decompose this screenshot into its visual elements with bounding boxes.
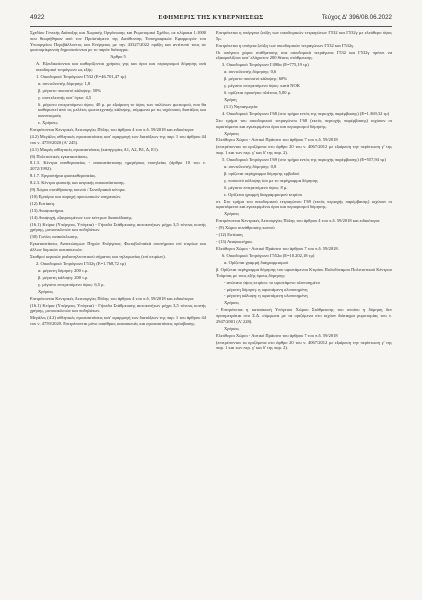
paragraph: γ. ποσοστό κάλυψης ίσο με το περίγραμμα δόμησης — [224, 177, 318, 183]
paragraph: (10) Εμπόριο και παροχή προσωπικών υπηρεσιών. — [30, 193, 122, 199]
paragraph: 3. Οικοδομικό Τετράγωνο Γ490α (Ε=775,19 τμ) — [222, 62, 309, 68]
paragraph: Επιτρέπεται η υπέργεια ζεύξη των οικοδομικών τετραγώνων Γ532 και Γ532γ με ελεύθερο ύψος 5μ. — [216, 30, 392, 41]
paragraph: - (9) Χώροι συνάθροισης κοινού — [216, 225, 275, 231]
paragraph: 8.1.3. Κέντρα αποθεραπείας - αποκατάστασης ημερήσιας νοσηλείας (άρθρο 10 του ν. 2072/1992). — [30, 160, 206, 172]
paragraph: β. Ορίζεται περίγραμμα δόμησης του υφιστάμενου Κτιρίου Πολυδύναμου Πολιτιστικού Κέντρου Τούμπας με τους εξής όρους δόμησης: — [216, 266, 392, 278]
paragraph: (4.1) Μικρές αθλητικές εγκαταστάσεις (κατηγορίες Α1, Α2, Β1, Δ, Ε1). — [30, 146, 159, 152]
header-rule — [30, 26, 392, 27]
paragraph: (13) Αναψυκτήρια. — [30, 207, 65, 213]
paragraph: Επιτρέπονται Κεντρικές Λειτουργίες Πόλης του άρθρου 4 του π.δ. 59/2018 και ειδικότερα: — [30, 126, 195, 132]
paragraph: Χρήσεις — [224, 325, 240, 331]
paragraph: Οι υπόγειοι χώροι στάθμευσης στα οικοδομικά τετράγωνα Γ532 και Γ532γ πρέπει να εξασφαλίζουν κατ' ελάχιστον 200 θέσεις στάθμευσης. — [216, 49, 392, 61]
paragraph: Α. Εξειδικεύονται και καθορίζονται χρήσεις γης και όροι και περιορισμοί δόμησης ανά οικοδομικό τετράγωνο ως εξής: — [36, 61, 206, 72]
paragraph: γ. μέγιστο επιτρεπόμενο ύψος: 6,5 μ. — [38, 281, 105, 287]
paragraph: - Επιτρέπεται η κατασκευή Υπόγειου Χώρου Στάθμευσης του οποίου η δόμηση δεν προσμετράται στο Σ.Δ. σύμφωνα με τα οριζόμενα στο ισχύον διάταγμα ρυμοτομίας του ν. 2947/2001 (Α' 228). — [216, 307, 392, 324]
paragraph: Στο τμήμα του οικοδομικού τετραγώνου Γ68 (εκτός περιοχής παρέμβασης) ισχύουν οι υφιστάμενοι και εγκεκριμένοι όροι και περιορισμοί δόμησης. — [216, 117, 392, 129]
paragraph: Άρθρο 5 — [110, 54, 126, 60]
paragraph: γ. συντελεστής κατ' όγκο: 4,5 — [38, 94, 92, 100]
paragraph: Ελεύθεροι Χώροι - Αστικό Πράσινο του άρθρου 7 του π.δ. 59/2018 — [216, 137, 338, 143]
paragraph: (9) Χώροι συνάθροισης κοινού / Συνεδριακά κέντρα. — [30, 187, 126, 192]
paragraph: δ. ορίζεται προκήπιο πλάτους 5,00 μ. — [224, 90, 292, 96]
paragraph: - (12) Εστίαση — [216, 232, 243, 238]
paragraph: Χρήσεις — [224, 130, 240, 136]
paragraph: - (13) Αναψυκτήρια. — [216, 239, 253, 245]
paragraph: 2. Οικοδομικό Τετράγωνο Γ532γ (Ε=1.768,72 τμ) — [36, 260, 126, 266]
paragraph: στ. Στο τμήμα του οικοδομικού τετραγώνου Γ69 (εκτός περιοχής παρέμβασης) ισχύουν οι υφιστάμενοι και εγκεκριμένοι όροι και περιορισμοί δόμησης. — [216, 198, 392, 210]
paragraph: Ελεύθεροι Χώροι - Αστικό Πράσινο του άρθρου 7 του π.δ. 59/2018 — [216, 332, 338, 338]
paragraph: Επιτρέπονται Κεντρικές Λειτουργίες Πόλης του άρθρου 4 του π.δ. 59/2018 και ειδικότερα: — [30, 295, 195, 301]
paragraph: - μέγιστη δόμηση: η υφιστάμενη υλοποιημένη — [224, 286, 308, 292]
paragraph: α. συντελεστής δόμησης: 0,8 — [224, 164, 277, 169]
paragraph: Χρήση — [224, 97, 237, 102]
paragraph: Επιτρέπεται η υπόγεια ζεύξη των οικοδομικών τετραγώνων Γ532 και Γ532γ. — [216, 42, 355, 48]
paragraph: α. μέγιστη δόμηση: 200 τ.μ. — [38, 267, 89, 273]
left-column — [30, 30, 206, 328]
paragraph: (4.2) Μεγάλες αθλητικές εγκαταστάσεις κατ' εφαρμογή των διατάξεων της παρ. 1 του άρθρου 44 του ν. 4759/2020 (Α' 245). — [30, 133, 206, 145]
paragraph: δ. μέγιστο επιτρεπόμενο ύψος: 8 μ. — [224, 184, 288, 190]
paragraph: α. συντελεστής δόμησης: 1,8 — [38, 80, 91, 86]
paragraph: Χρήσεις — [38, 288, 54, 294]
issue-reference: Τεύχος Δ' 396/08.06.2022 — [321, 14, 392, 21]
page-number: 4922 — [30, 14, 45, 21]
paragraph: δ. μέγιστο επιτρεπόμενο ύψος: 40 μ. με εξαίρεση το ύψος των πυλώνων φωτισμού, που θα καθοριστεί από τις μελέτες φωτοτεχνικής κάλυψης, σύμφωνα με τις ισχύουσες διατάξεις και κανονισμούς — [38, 101, 206, 119]
paragraph: 8.1.7. Εργαστήρια φυσικοθεραπείας. — [30, 173, 97, 179]
page-header — [30, 14, 392, 26]
paragraph: β. μέγιστη κάλυψη: 200 τ.μ. — [38, 274, 89, 280]
right-column — [216, 30, 392, 352]
paragraph: 6. Οικοδομικό Τετράγωνο Γ552α (Ε=10.202,18 τμ) — [222, 253, 315, 258]
paragraph: (επιτρέπονται τα οριζόμενα στο άρθρο 20 του ν. 4067/2012 με εξαίρεση την περίπτωση γ' της παρ. 1 και των περ. γ' και δ' της παρ. 2). — [216, 144, 392, 156]
paragraph: Χρήσεις — [224, 211, 240, 217]
paragraph: Μεγάλες (4.2) αθλητικές εγκαταστάσεις κατ' εφαρμογή των διατάξεων της παρ. 1 του άρθρου 44 του ν. 4759/2020. Επιτρέπονται μόνο υπαίθριες κατασκευές και εγκαταστάσεις πρόσβασης. — [30, 315, 206, 326]
paragraph: (12) Εστίαση. — [30, 200, 56, 206]
paragraph: Χρήσεις — [224, 300, 240, 306]
paragraph: γ. μέγιστο επιτρεπόμενο ύψος: κατά ΝΟΚ — [224, 83, 300, 89]
paragraph: Σταθμοί κεραιών ραδιοτηλεοπτικού σήματος και τηλεφωνίας (επί κτιρίων). — [30, 254, 166, 259]
paragraph: α. Ορίζεται γραμμή διαγραμμισμού — [224, 259, 289, 265]
paragraph: 1. Οικοδομικό Τετράγωνο Γ532 (Ε=46.701,47 τμ) — [36, 73, 127, 79]
journal-title: ΕΦΗΜΕΡΙΣ ΤΗΣ ΚΥΒΕΡΝΗΣΕΩΣ — [158, 14, 264, 21]
paragraph: Επιτρέπονται Κεντρικές Λειτουργίες Πόλης του άρθρου 4 του π.δ. 59/2018 και ειδικότερα: — [216, 218, 381, 224]
paragraph: (16.1) Κτίρια (Υπέργεια, Υπόγεια) - Γήπεδα Στάθμευσης αυτοκινήτων μέχρι 3,5 τόνους κοινής χρήσης, μοτοσικλετών και ποδηλάτων. — [30, 221, 206, 233]
paragraph: 5. Οικοδομικό Τετράγωνο Γ69 (στο τμήμα εντός της περιοχής παρέμβασης) (Ε=557,94 τμ) — [222, 157, 386, 163]
paragraph: Σχεδίου Γενικής Διάταξης και Χωρικής Οργάνωσης και Ρυμοτομικό Σχέδιο, σε κλίμακα 1:1000 που θεωρήθηκαν από τον Προϊστάμενο της Διεύθυνσης Τοπογραφικών Εφαρμογών του Υπουργείου Περιβάλλοντος και Ενέργειας με την 43327/2022 πράξη και αντίτυπό τους σε φωτοσμίκρυνση δημοσιεύονται με το παρόν διάταγμα. — [30, 30, 206, 53]
paragraph: 4. Οικοδομικό Τετράγωνο Γ68 (στο τμήμα εντός της περιοχής παρέμβασης) (Ε=1.369,32 τμ) — [222, 110, 390, 116]
paragraph: β. μέγιστο ποσοστό κάλυψης: 60% — [224, 76, 287, 82]
paragraph: (16.1) Κτίρια (Υπέργεια, Υπόγεια) - Γήπεδα Στάθμευσης αυτοκινήτων μέχρι 3,5 τόνους κοινής χρήσης, μοτοσικλετών και ποδηλάτων. — [30, 302, 206, 314]
paragraph: α. συντελεστής δόμησης: 0,6 — [224, 69, 277, 75]
paragraph: ε. Χρήσεις: — [38, 120, 59, 125]
paragraph: (επιτρέπονται τα οριζόμενα στο άρθρο 20 του ν. 4067/2012 με εξαίρεση την περίπτωση γ' της παρ. 1 και των περ. γ' και δ' της παρ. 2). — [216, 339, 392, 351]
paragraph: - μέγιστη κάλυψη: η υφιστάμενη υλοποιημένη — [224, 293, 308, 299]
paragraph: β. ορίζεται περίγραμμα δόμησης εμβαδού — [224, 170, 300, 176]
paragraph: (30) Γωνίες ανακύκλωσης. — [30, 234, 79, 240]
paragraph: (14) Αναψυχή, εξαιρουμένων των κέντρων διασκέδασης. — [30, 214, 133, 220]
paragraph: Εγκαταστάσεις Ανανεώσιμων Πηγών Ενέργειας: Φωτοβολταϊκά συστήματα επί κτιρίων και άλλων δομικών κατασκευών. — [30, 241, 206, 253]
paragraph: 8.2.3. Κέντρα φυσικής και ιατρικής αποκατάστασης. — [30, 180, 126, 186]
paragraph: (6) Πολιτιστικές εγκαταστάσεις. — [30, 153, 89, 159]
paragraph: - ανώτατο ύψος κτιρίου: το υφιστάμενο υλοποιημένο — [224, 279, 320, 285]
paragraph: β. μέγιστο ποσοστό κάλυψης: 50% — [38, 87, 101, 93]
paragraph: ε. Ορίζεται γραμμή διαγραμμισμού κτιρίου — [224, 191, 302, 197]
paragraph: (3.1) Νηπιαγωγεία — [224, 103, 258, 109]
paragraph: Ελεύθεροι Χώροι - Αστικό Πράσινο του άρθρου 7 του π.δ. 59/2018. — [216, 246, 339, 252]
